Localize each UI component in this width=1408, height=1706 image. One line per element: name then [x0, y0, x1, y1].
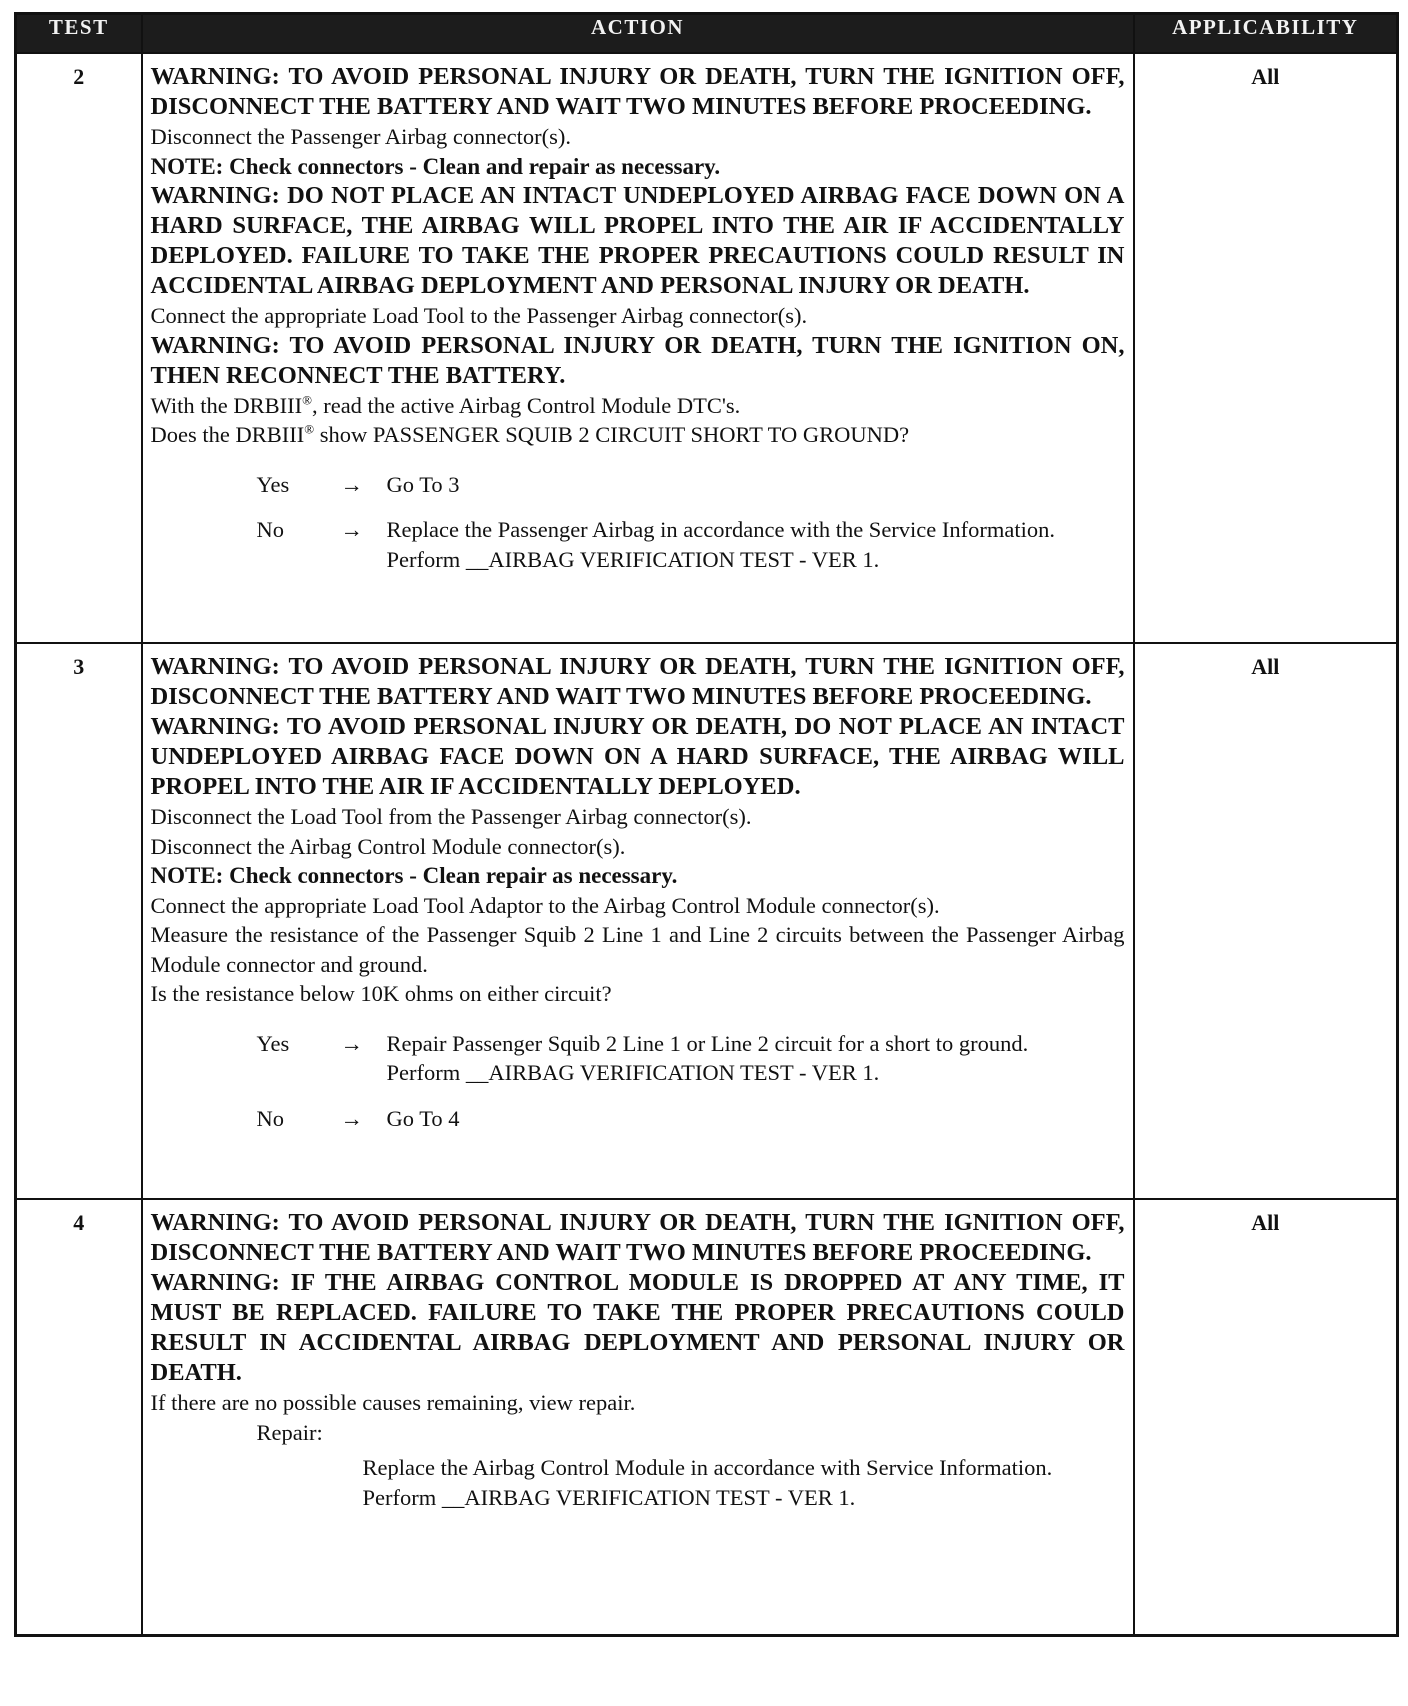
go-to-link[interactable]: Go To 3: [386, 471, 460, 497]
question-text-part: show PASSENGER SQUIB 2 CIRCUIT SHORT TO GROUND?: [314, 422, 910, 447]
step-text: Connect the appropriate Load Tool Adaptor to the Airbag Control Module connector(s).: [150, 892, 940, 918]
test-number: 4: [16, 1199, 142, 1635]
table-row-test-3: [16, 643, 1398, 1199]
table-row-test-4: [16, 1199, 1398, 1635]
step-text: [151, 391, 1125, 421]
step-text-part: , read the active Airbag Control Module DTC's.: [311, 392, 741, 418]
warning-text: WARNING: TO AVOID PERSONAL INJURY OR DEATH, TURN THE IGNITION OFF, DISCONNECT THE BATTERY AND WAIT TWO MINUTES BEFORE PROCEEDING.: [150, 63, 1125, 120]
header-action: ACTION: [142, 14, 1134, 54]
arrow-right-icon: →: [340, 1105, 363, 1131]
action-cell: [142, 1199, 1134, 1635]
registered-mark: ®: [304, 421, 315, 437]
applicability-value: All: [1134, 1199, 1398, 1635]
arrow-right-icon: →: [340, 471, 363, 497]
yes-branch: [151, 470, 1125, 500]
warning-text: WARNING: TO AVOID PERSONAL INJURY OR DEATH, TURN THE IGNITION OFF, DISCONNECT THE BATTERY AND WAIT TWO MINUTES BEFORE PROCEEDING.: [150, 1209, 1125, 1266]
branch-text: Repair Passenger Squib 2 Line 1 or Line 2 circuit for a short to ground.: [386, 1030, 1029, 1056]
repair-text: Replace the Airbag Control Module in accordance with Service Information.: [362, 1455, 1053, 1480]
step-text: If there are no possible causes remaining, view repair.: [150, 1390, 636, 1415]
header-test: TEST: [16, 14, 142, 54]
table-row-test-2: [16, 53, 1398, 643]
warning-text: WARNING: TO AVOID PERSONAL INJURY OR DEATH, TURN THE IGNITION OFF, DISCONNECT THE BATTERY AND WAIT TWO MINUTES BEFORE PROCEEDING.: [150, 653, 1125, 710]
diagnostic-table: [14, 12, 1399, 1637]
warning-text: WARNING: DO NOT PLACE AN INTACT UNDEPLOYED AIRBAG FACE DOWN ON A HARD SURFACE, THE AIRBAG WILL PROPEL INTO THE AIR IF ACCIDENTALLY DEPLOYED. FAILURE TO TAKE THE PROPER PRECAUTIONS COULD RESULT IN ACCIDENTAL AIRBAG DEPLOYMENT AND PERSONAL INJURY OR DEATH.: [150, 182, 1125, 299]
registered-mark: ®: [302, 392, 312, 407]
question-text-part: Does the DRBIII: [150, 422, 305, 447]
perform-test-link[interactable]: Perform __AIRBAG VERIFICATION TEST - VER 1.: [386, 546, 880, 572]
step-text-part: With the DRBIII: [150, 392, 303, 418]
yes-label: Yes: [256, 471, 290, 497]
question-text: [151, 420, 1125, 450]
perform-test-link[interactable]: Perform __AIRBAG VERIFICATION TEST - VER 1.: [362, 1484, 856, 1510]
header-applicability: APPLICABILITY: [1134, 14, 1398, 54]
diagnostic-test-sheet: [14, 12, 1396, 1694]
table-header: [16, 14, 1398, 54]
step-text: Disconnect the Airbag Control Module connector(s).: [150, 833, 626, 859]
no-branch: [151, 1104, 1125, 1134]
yes-branch: [151, 1029, 1125, 1088]
note-text: NOTE: Check connectors - Clean and repair as necessary.: [150, 153, 721, 179]
action-cell: [142, 53, 1134, 643]
no-label: No: [256, 1105, 284, 1131]
no-branch: [151, 515, 1125, 574]
branch-text: Replace the Passenger Airbag in accordance with the Service Information.: [386, 517, 1055, 542]
repair-instructions: [151, 1453, 1125, 1512]
no-label: No: [256, 517, 284, 542]
go-to-link[interactable]: Go To 4: [386, 1105, 460, 1131]
yes-label: Yes: [256, 1030, 290, 1056]
question-text: Is the resistance below 10K ohms on either circuit?: [150, 981, 612, 1006]
step-text: Disconnect the Passenger Airbag connector(s).: [150, 124, 571, 149]
arrow-right-icon: →: [340, 517, 363, 542]
perform-test-link[interactable]: Perform __AIRBAG VERIFICATION TEST - VER 1.: [386, 1060, 880, 1085]
note-text: NOTE: Check connectors - Clean repair as necessary.: [150, 863, 678, 888]
warning-text: WARNING: TO AVOID PERSONAL INJURY OR DEATH, DO NOT PLACE AN INTACT UNDEPLOYED AIRBAG FACE DOWN ON A HARD SURFACE, THE AIRBAG WILL PROPEL INTO THE AIR IF ACCIDENTALLY DEPLOYED.: [150, 713, 1125, 800]
applicability-value: All: [1134, 643, 1398, 1199]
step-text: Connect the appropriate Load Tool to the Passenger Airbag connector(s).: [150, 303, 808, 328]
arrow-right-icon: →: [340, 1030, 363, 1056]
repair-label: Repair:: [256, 1419, 323, 1445]
test-number: 3: [16, 643, 142, 1199]
action-cell: [142, 643, 1134, 1199]
step-text: Measure the resistance of the Passenger Squib 2 Line 1 and Line 2 circuits between the Passenger Airbag Module connector and ground.: [150, 922, 1125, 977]
step-text: Disconnect the Load Tool from the Passenger Airbag connector(s).: [150, 804, 752, 829]
warning-text: WARNING: IF THE AIRBAG CONTROL MODULE IS DROPPED AT ANY TIME, IT MUST BE REPLACED. FAILURE TO TAKE THE PROPER PRECAUTIONS COULD RESULT IN ACCIDENTAL AIRBAG DEPLOYMENT AND PERSONAL INJURY OR DEATH.: [150, 1269, 1125, 1386]
warning-text: WARNING: TO AVOID PERSONAL INJURY OR DEATH, TURN THE IGNITION ON, THEN RECONNECT THE BATTERY.: [150, 331, 1125, 389]
applicability-value: All: [1134, 53, 1398, 643]
test-number: 2: [16, 53, 142, 643]
